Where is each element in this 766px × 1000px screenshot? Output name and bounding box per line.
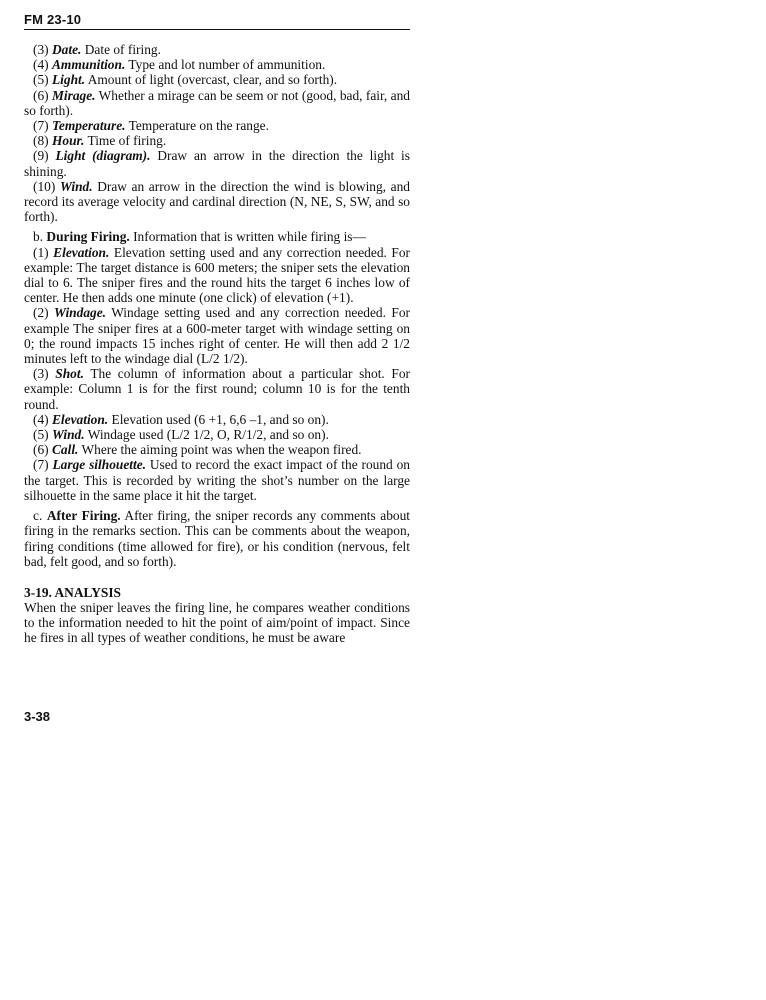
item-number: (1) (33, 244, 49, 260)
item-number: (8) (33, 133, 49, 149)
item-text: Time of firing. (87, 133, 167, 149)
item-number: (9) (33, 148, 49, 164)
item-number: (7) (33, 118, 49, 134)
item-label: Light. (51, 72, 86, 88)
item-label: Elevation. (51, 411, 109, 427)
during-letter: b. (33, 229, 44, 245)
item-number: (5) (33, 72, 49, 88)
item-label: Elevation. (53, 244, 110, 260)
item-label: Windage. (54, 305, 107, 321)
item-number: (10) (33, 178, 56, 194)
item-number: (4) (33, 57, 49, 73)
item-number: (2) (33, 305, 49, 321)
item-number: (7) (33, 457, 49, 473)
during-firing-items (24, 245, 410, 503)
list-item (24, 72, 410, 87)
item-text: Temperature on the range. (128, 118, 269, 134)
during-intro-text: Information that is written while firing is— (133, 229, 366, 245)
item-label: Ammunition. (51, 57, 126, 73)
item-number: (5) (33, 427, 49, 443)
list-item (24, 457, 410, 503)
body-text (24, 42, 410, 569)
item-label: Wind. (59, 178, 93, 194)
list-item (24, 442, 410, 457)
list-item (24, 305, 410, 366)
document-page (24, 12, 410, 646)
list-item (24, 118, 410, 133)
item-text: Type and lot number of ammunition. (128, 57, 326, 73)
item-text: Draw an arrow in the direction the light is shining. (24, 148, 410, 179)
list-item (24, 57, 410, 72)
item-number: (4) (33, 411, 49, 427)
page-number: 3-38 (24, 709, 51, 724)
item-text: Windage used (L/2 1/2, O, R/1/2, and so on). (87, 427, 329, 443)
item-label: Temperature. (51, 118, 126, 134)
item-text: Windage setting used and any correction needed. For example The sniper fires at a 600-meter target with windage setting on 0; the round impacts 15 inches right of center. He will then add 2 1/2 minutes left to the windage dial (L/2 1/2). (24, 305, 410, 367)
during-firing-intro (24, 229, 410, 244)
item-text: Amount of light (overcast, clear, and so forth). (87, 72, 338, 88)
before-firing-items (24, 42, 410, 224)
item-label: Call. (51, 442, 79, 458)
item-text: Elevation used (6 +1, 6,6 –1, and so on). (111, 411, 329, 427)
item-text: Used to record the exact impact of the round on the target. This is recorded by writing the shot’s number on the large silhouette in the same place it hit the target. (24, 457, 410, 503)
item-label: Hour. (51, 133, 85, 149)
item-label: Light (diagram). (55, 148, 151, 164)
after-firing-paragraph (24, 508, 410, 569)
list-item (24, 88, 410, 118)
section-paragraph: When the sniper leaves the firing line, he compares weather conditions to the information needed to hit the point of aim/point of impact. Since he fires in all types of weather conditions, he must be aware (24, 599, 410, 646)
after-letter: c. (33, 508, 43, 524)
item-text: The column of information about a particular shot. For example: Column 1 is for the first round; column 10 is for the tenth round. (24, 366, 410, 412)
page-header: FM 23-10 (24, 12, 410, 30)
item-label: Date. (51, 42, 82, 57)
section-title: 3-19. ANALYSIS (24, 584, 121, 600)
list-item (24, 412, 410, 427)
item-label: Shot. (55, 366, 84, 382)
after-heading: After Firing. (46, 508, 121, 524)
item-text: Elevation setting used and any correction needed. For example: The target distance is 600 meters; the sniper sets the elevation dial to 6. The sniper fires and the round hits the target 6 inches low of center. He then adds one minute (one click) of elevation (+1). (24, 244, 410, 306)
item-text: Where the aiming point was when the weapon fired. (81, 442, 362, 458)
list-item (24, 179, 410, 225)
after-text: After firing, the sniper records any comments about firing in the remarks section. This can be comments about the weapon, firing conditions (time allowed for fire), or his condition (nervous, felt bad, felt good, and so forth). (24, 508, 411, 569)
list-item (24, 366, 410, 412)
list-item (24, 133, 410, 148)
list-item (24, 427, 410, 442)
list-item (24, 42, 410, 57)
item-label: Large silhouette. (52, 457, 147, 473)
item-text: Date of firing. (84, 42, 161, 57)
list-item (24, 245, 410, 306)
item-label: Wind. (51, 427, 85, 443)
item-number: (6) (33, 442, 49, 458)
item-text: Draw an arrow in the direction the wind is blowing, and record its average velocity and cardinal direction (N, NE, S, SW, and so forth). (24, 178, 410, 225)
item-number: (6) (33, 87, 49, 103)
during-heading: During Firing. (46, 229, 130, 245)
item-text: Whether a mirage can be seem or not (good, bad, fair, and so forth). (24, 87, 410, 118)
item-label: Mirage. (52, 87, 96, 103)
item-number: (3) (33, 366, 49, 382)
list-item (24, 148, 410, 178)
item-number: (3) (33, 42, 49, 57)
